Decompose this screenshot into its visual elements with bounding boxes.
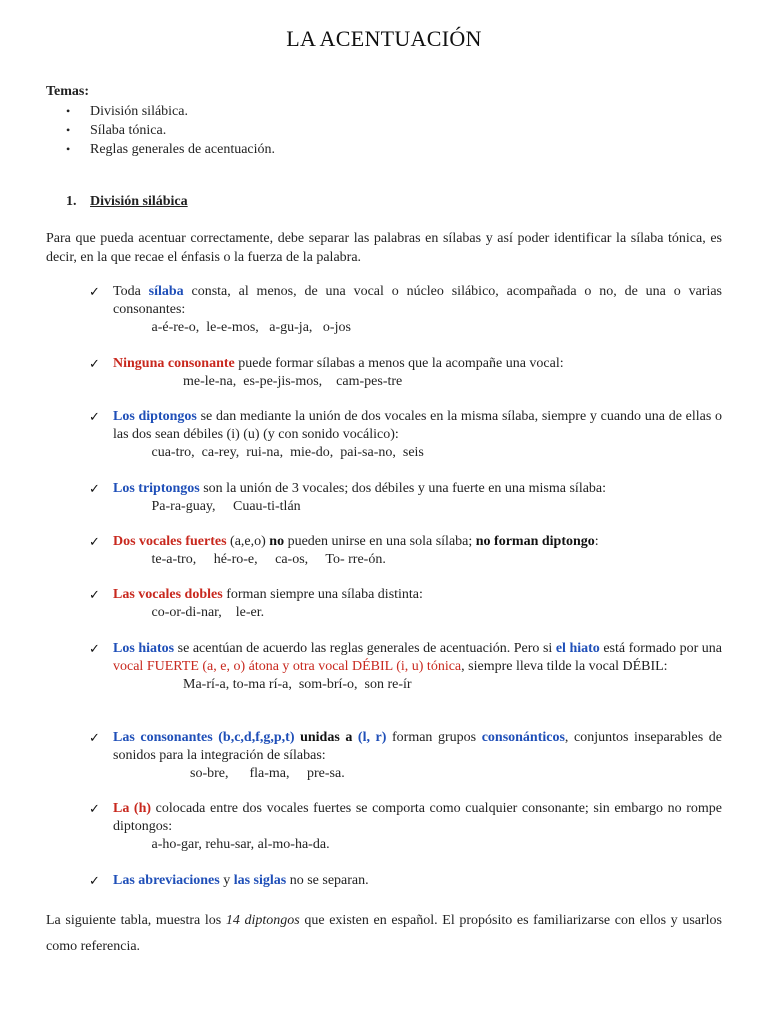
check-icon: ✓ (89, 801, 100, 816)
example-words: Ma-rí-a, to-ma rí-a, som-brí-o, son re-ír (113, 677, 412, 692)
check-icon: ✓ (89, 409, 100, 424)
check-icon: ✓ (89, 356, 100, 371)
example-words: co-or-di-nar, le-er. (113, 605, 265, 620)
example-words: me-le-na, es-pe-jis-mos, cam-pes-tre (113, 374, 403, 389)
bullet-icon: • (66, 142, 71, 156)
example-words: so-bre, fla-ma, pre-sa. (113, 766, 345, 781)
rule-item: ✓ Los hiatos se acentúan de acuerdo las reglas generales de acentuación. Pero si el hiato está formado por una vocal FUERTE (a, e, o) átona y otra vocal DÉBIL (i, u) tónica, siempre lleva tilde la vocal DÉBIL: Ma-rí-a, to-ma rí-a, som-brí-o, son re-ír (89, 641, 722, 692)
rule-item: ✓ Ninguna consonante puede formar sílabas a menos que la acompañe una vocal: me-le-na, es-pe-jis-mos, cam-pes-tre (89, 355, 722, 391)
page-title: LA ACENTUACIÓN (286, 26, 482, 51)
list-item: • Reglas generales de acentuación. (66, 142, 276, 157)
check-icon: ✓ (89, 730, 100, 745)
rule-item: ✓ Las consonantes (b,c,d,f,g,p,t) unidas a (l, r) forman grupos consonánticos, conjuntos inseparables de sonidos para la integración de sílabas: so-bre, fla-ma, pre-sa. (89, 730, 722, 781)
list-item: • División silábica. (66, 104, 188, 119)
bullet-icon: • (66, 123, 71, 137)
check-icon: ✓ (89, 481, 100, 496)
example-words: te-a-tro, hé-ro-e, ca-os, To- rre-ón. (113, 552, 386, 567)
rule-item: ✓ La (h) colocada entre dos vocales fuertes se comporta como cualquier consonante; sin embargo no rompe diptongos: a-ho-gar, rehu-sar, al-mo-ha-da. (89, 801, 722, 852)
list-item: • Sílaba tónica. (66, 123, 167, 138)
rule-item: ✓ Las vocales dobles forman siempre una sílaba distinta: co-or-di-nar, le-er. (89, 586, 722, 622)
rule-item: ✓ Toda sílaba consta, al menos, de una vocal o núcleo silábico, acompañada o no, de una o varias consonantes: a-é-re-o, le-e-mos, a-gu-ja, o-jos (89, 284, 722, 335)
rule-item: ✓ Los triptongos son la unión de 3 vocales; dos débiles y una fuerte en una misma sílaba: Pa-ra-guay, Cuau-ti-tlán (89, 480, 722, 516)
rule-item: ✓ Las abreviaciones y las siglas no se separan. (89, 873, 369, 888)
section-number: 1. (66, 194, 77, 209)
check-icon: ✓ (89, 534, 100, 549)
section-heading (66, 194, 188, 210)
example-words: Pa-ra-guay, Cuau-ti-tlán (113, 499, 301, 514)
intro-paragraph: Para que pueda acentuar correctamente, debe separar las palabras en sílabas y así poder identificar la sílaba tónica, es decir, en la que recae el énfasis o la fuerza de la palabra. (46, 231, 722, 265)
check-icon: ✓ (89, 873, 100, 888)
temas-heading: Temas: (46, 84, 90, 99)
rule-item: ✓ Dos vocales fuertes (a,e,o) no pueden unirse en una sola sílaba; no forman diptongo: te-a-tro, hé-ro-e, ca-os, To- rre-ón. (89, 533, 722, 569)
example-words: a-é-re-o, le-e-mos, a-gu-ja, o-jos (113, 320, 351, 335)
section-title: División silábica (90, 194, 188, 209)
check-icon: ✓ (89, 284, 100, 299)
check-icon: ✓ (89, 587, 100, 602)
check-icon: ✓ (89, 641, 100, 656)
temas-list (66, 102, 275, 159)
closing-paragraph: La siguiente tabla, muestra los 14 diptongos que existen en español. El propósito es familiarizarse con ellos y usarlos como referencia. (46, 913, 722, 954)
bullet-icon: • (66, 104, 71, 118)
example-words: a-ho-gar, rehu-sar, al-mo-ha-da. (113, 837, 330, 852)
rule-item: ✓ Los diptongos se dan mediante la unión de dos vocales en la misma sílaba, siempre y cuando una de ellas o las dos sean débiles (i) (u) (y con sonido vocálico): cua-tro, ca-rey, rui-na, mie-do, pai-sa-no, seis (89, 409, 722, 460)
example-words: cua-tro, ca-rey, rui-na, mie-do, pai-sa-no, seis (113, 445, 424, 460)
